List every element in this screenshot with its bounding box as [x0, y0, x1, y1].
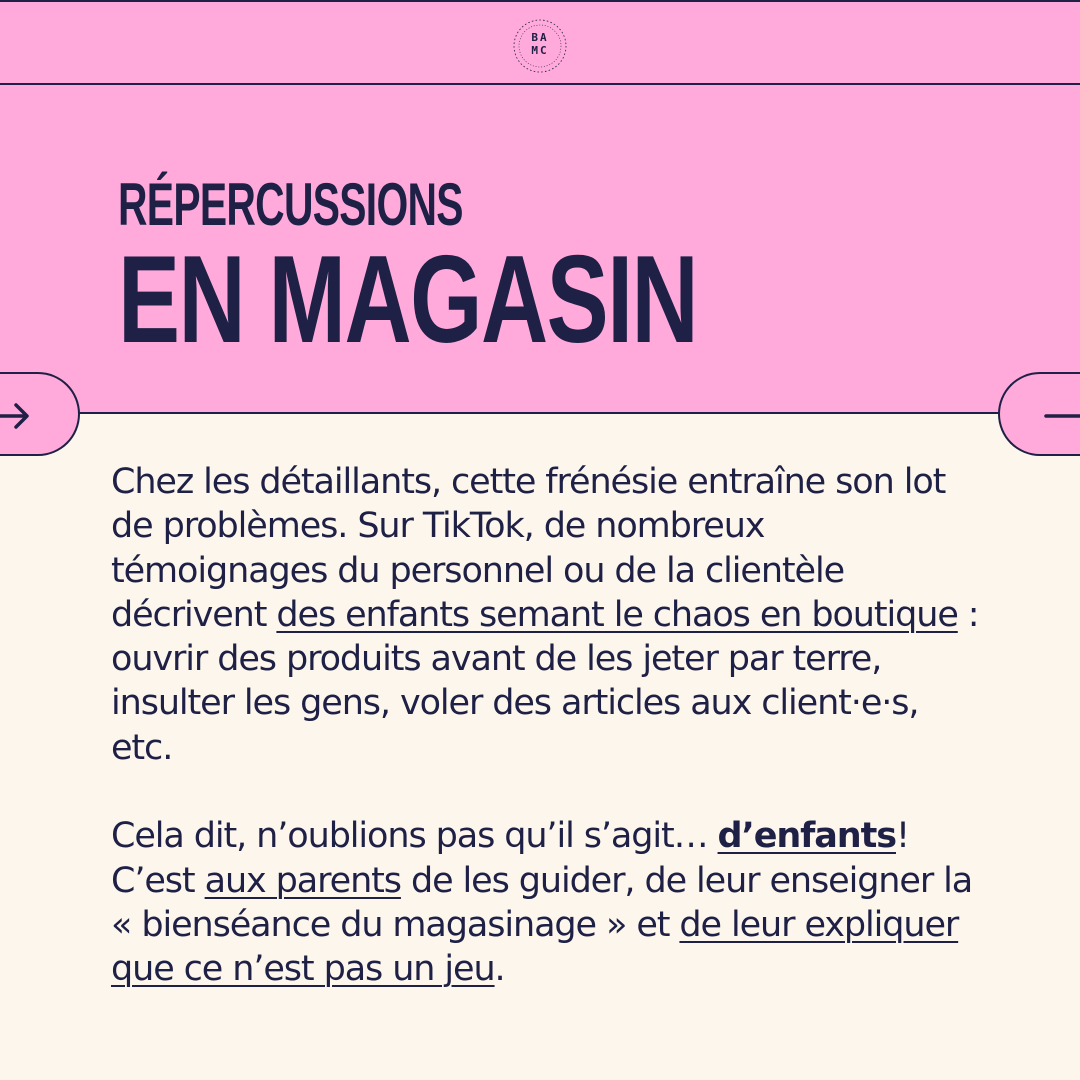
previous-slide-tab[interactable]: [0, 372, 80, 456]
dash-icon: [1000, 374, 1080, 458]
top-band: [0, 0, 1080, 85]
paragraph-2: [111, 814, 981, 991]
hero-panel: [0, 85, 1080, 414]
paragraph-1-text-a: Chez les détaillants, cette frénésie entraîne son lot de problèmes. Sur TikTok, de nombreux témoignages du personnel ou de la clientèle décrivent: [111, 462, 946, 635]
heading-line-1: RÉPERCUSSIONS: [118, 171, 463, 238]
link-denfants[interactable]: d’enfants: [717, 816, 896, 857]
arrow-right-icon: [0, 374, 78, 458]
link-aux-parents[interactable]: aux parents: [204, 860, 401, 901]
link-pas-un-jeu[interactable]: de leur expliquer que ce n’est pas un jeu: [111, 904, 959, 990]
logo-letters-bottom: MC: [531, 44, 549, 57]
paragraph-1: [111, 460, 981, 770]
link-enfants-chaos[interactable]: des enfants semant le chaos en boutique: [276, 594, 958, 635]
heading-line-2: EN MAGASIN: [118, 231, 698, 369]
paragraph-2-text-c: de les guider, de leur enseigner la « bienséance du magasinage » et: [111, 860, 973, 945]
brand-logo: [512, 18, 568, 74]
paragraph-2-text-b: ! C’est: [111, 816, 909, 901]
logo-letters-top: BA: [531, 31, 549, 44]
body-text: [111, 460, 981, 992]
next-slide-tab[interactable]: [998, 372, 1080, 456]
paragraph-1-text-b: : ouvrir des produits avant de les jeter par terre, insulter les gens, voler des articles aux client·e·s, etc.: [111, 594, 979, 768]
paragraph-2-text-a: Cela dit, n’oublions pas qu’il s’agit…: [111, 816, 718, 857]
paragraph-2-text-d: .: [494, 949, 505, 990]
